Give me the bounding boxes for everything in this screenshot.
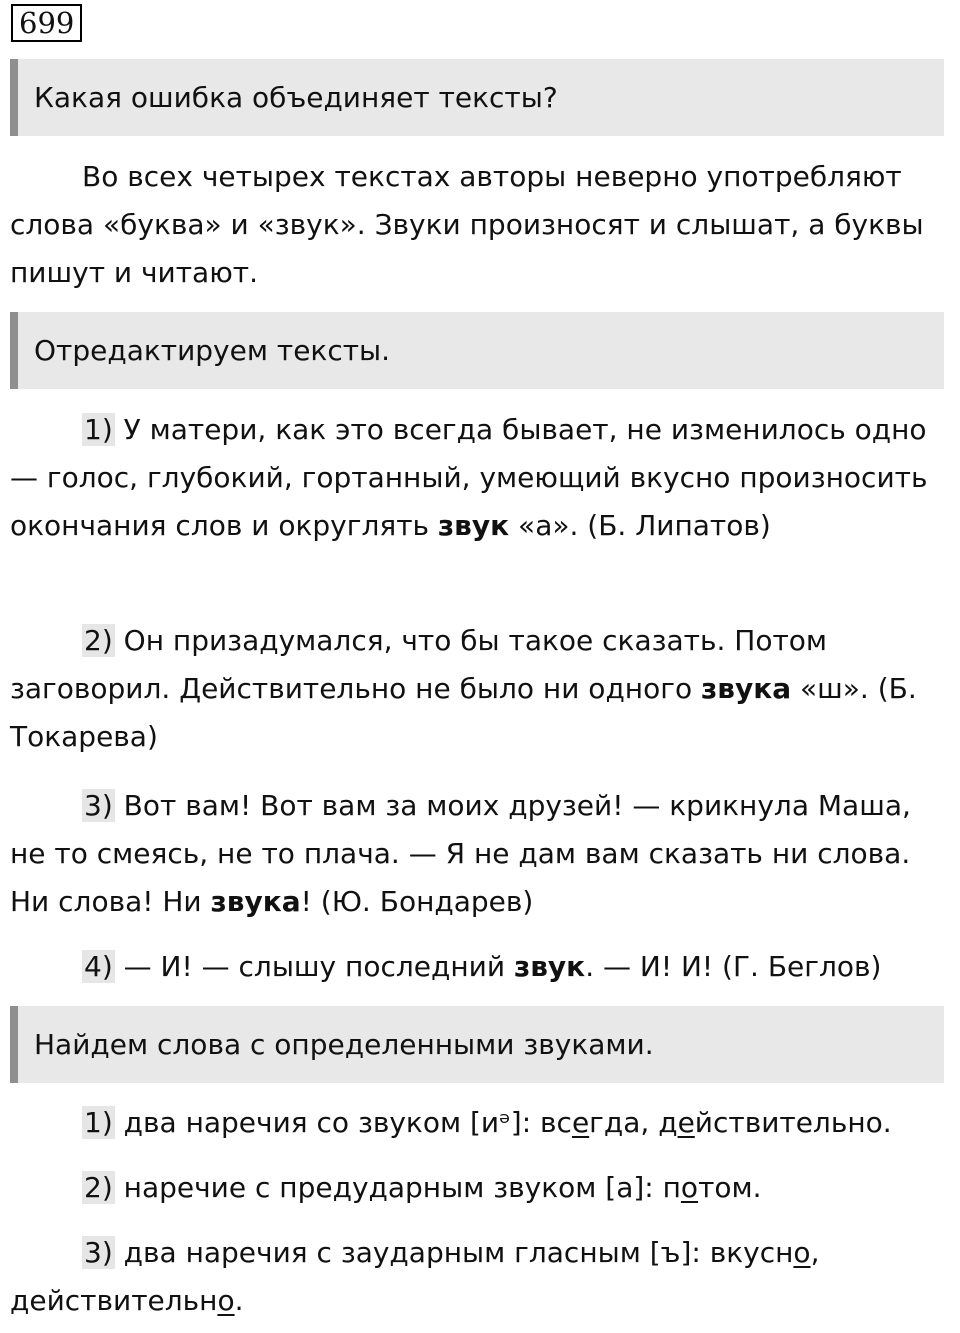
item-number: 2)	[84, 1171, 113, 1204]
edited-text-2: 2) Он призадумался, что бы такое сказать. Потом заговорил. Действительно не было ни одного звука «ш». (Б. Токарева)	[10, 624, 917, 753]
task-number: 699	[11, 4, 82, 42]
item-number: 4)	[84, 950, 113, 983]
underlined-letter: о	[793, 1236, 811, 1269]
keyword: звука	[700, 672, 792, 705]
keyword: звук	[513, 950, 586, 983]
section-heading-error: Какая ошибка объединяет тексты?	[10, 59, 944, 136]
edited-text-4: 4) — И! — слышу последний звук. — И! И! (Г. Беглов)	[84, 950, 882, 983]
underlined-letter: о	[217, 1284, 235, 1317]
section-heading-edit: Отредактируем тексты.	[10, 312, 944, 389]
item-number: 1)	[84, 413, 113, 446]
edited-text-3: 3) Вот вам! Вот вам за моих друзей! — крикнула Маша, не то смеясь, не то плача. — Я не дам вам сказать ни слова. Ни слова! Ни звука! (Ю. Бондарев)	[10, 789, 911, 918]
keyword: звука	[210, 885, 301, 918]
keyword: звук	[437, 509, 510, 542]
underlined-letter: е	[571, 1106, 590, 1139]
item-number: 1)	[84, 1106, 113, 1139]
underlined-letter: е	[677, 1106, 695, 1139]
item-number: 3)	[84, 789, 113, 822]
error-explanation: Во всех четырех текстах авторы неверно употребляют слова «буква» и «звук». Звуки произносят и слышат, а буквы пишут и читают.	[10, 160, 924, 289]
edited-text-1: 1) У матери, как это всегда бывает, не изменилось одно — голос, глубокий, гортанный, умеющий вкусно произносить окончания слов и округлять звук «а». (Б. Липатов)	[10, 413, 928, 542]
answer-3: 3) два наречия с заударным гласным [ъ]: вкусно, действительно.	[10, 1236, 820, 1317]
answer-1: 1) два наречия со звуком [иᵊ]: всегда, действительно.	[84, 1106, 892, 1139]
answer-2: 2) наречие с предударным звуком [а]: потом.	[84, 1171, 762, 1204]
item-number: 2)	[84, 624, 113, 657]
underlined-letter: о	[680, 1171, 699, 1204]
item-number: 3)	[84, 1236, 113, 1269]
section-heading-sounds: Найдем слова с определенными звуками.	[10, 1006, 944, 1083]
